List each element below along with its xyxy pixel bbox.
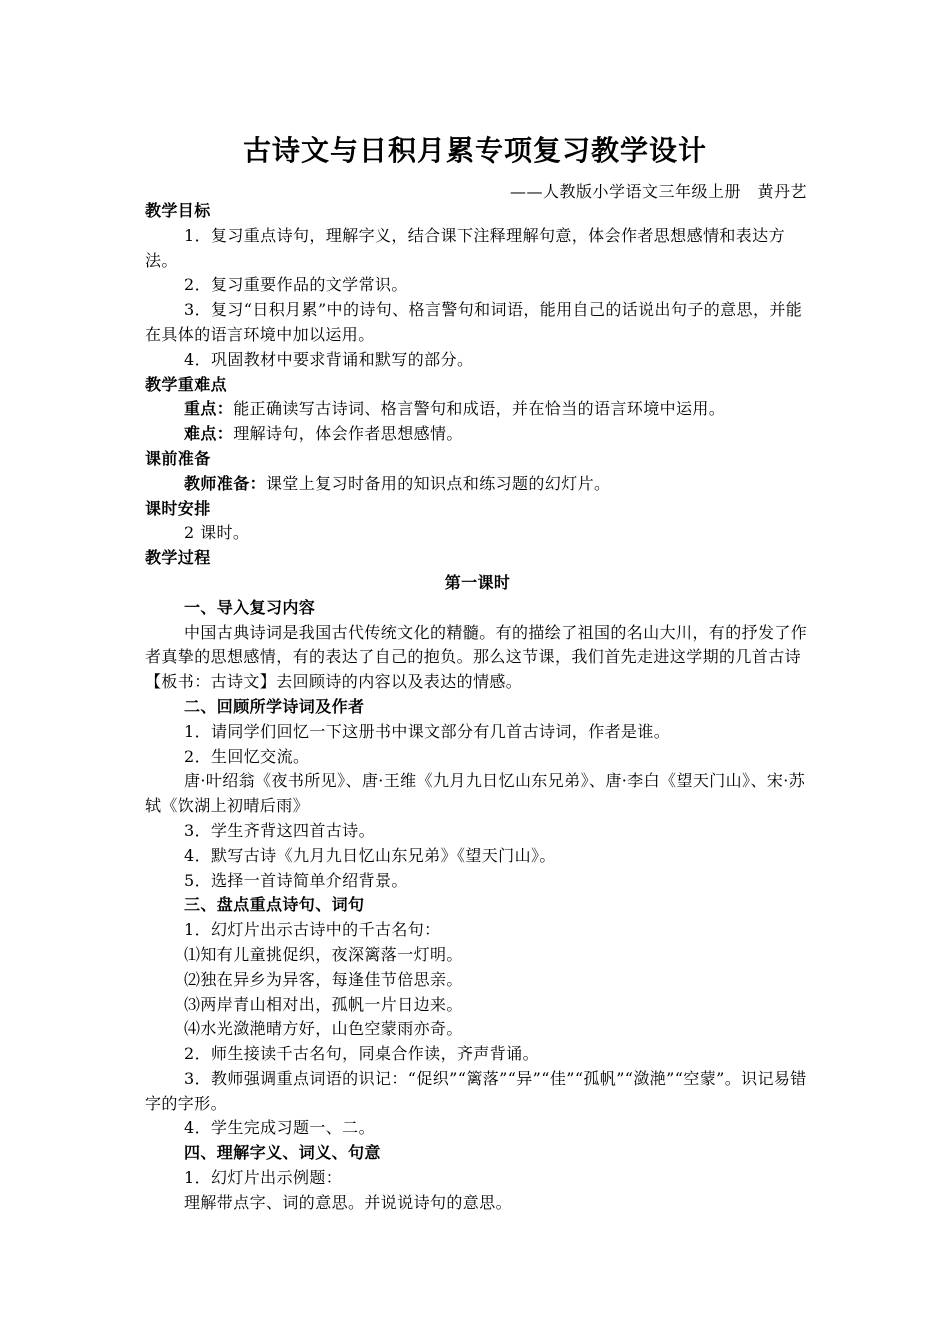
part-1-heading: 一、导入复习内容 [184, 597, 316, 617]
goal-2: 2．复习重要作品的文学常识。 [184, 275, 408, 295]
part-3-line-5: ⑷水光潋滟晴方好，山色空蒙雨亦奇。 [184, 1019, 463, 1039]
part-2-line-6: 5．选择一首诗简单介绍背景。 [184, 870, 408, 890]
document-body [145, 199, 810, 1216]
teacher-prep-text: 课堂上复习时备用的知识点和练习题的幻灯片。 [266, 473, 611, 493]
key-point-text: 能正确读写古诗词、格言警句和成语，并在恰当的语言环境中运用。 [233, 399, 726, 419]
part-1-text: 中国古典诗词是我国古代传统文化的精髓。有的描绘了祖国的名山大川，有的抒发了作者真挚的思想感情，有的表达了自己的抱负。那么这节课，我们首先走进这学期的几首古诗【板书：古诗文】去回顾诗的内容以及表达的情感。 [145, 622, 808, 692]
part-3-line-7: 3．教师强调重点词语的识记：“促织”“篱落”“异”“佳”“孤帆”“潋滟”“空蒙”。识记易错字的字形。 [145, 1068, 807, 1113]
document-title: 古诗文与日积月累专项复习教学设计 [242, 134, 707, 167]
part-2-line-5: 4．默写古诗《九月九日忆山东兄弟》《望天门山》。 [184, 845, 556, 865]
part-3-line-2: ⑴知有儿童挑促织，夜深篱落一灯明。 [184, 944, 463, 964]
goal-4: 4．巩固教材中要求背诵和默写的部分。 [184, 349, 474, 369]
document-subtitle: ——人教版小学语文三年级上册 黄丹艺 [509, 182, 807, 201]
key-point [145, 397, 810, 422]
hard-point-label: 难点： [184, 424, 234, 444]
part-3-line-6: 2．师生接读千古名句，同桌合作读，齐声背诵。 [184, 1044, 539, 1064]
part-3-line-4: ⑶两岸青山相对出，孤帆一片日边来。 [184, 994, 463, 1014]
part-4-line-1: 1．幻灯片出示例题： [184, 1168, 343, 1188]
lesson-1-title: 第一课时 [444, 572, 511, 592]
part-2-line-3: 唐·叶绍翁《夜书所见》、唐·王维《九月九日忆山东兄弟》、唐·李白《望天门山》、宋·苏轼《饮湖上初晴后雨》 [145, 771, 806, 816]
heading-goals: 教学目标 [145, 201, 211, 220]
teacher-prep [145, 472, 810, 497]
heading-schedule: 课时安排 [145, 498, 211, 518]
heading-prep: 课前准备 [145, 448, 211, 468]
hard-point [145, 422, 810, 447]
part-4-heading: 四、理解字义、词义、句意 [184, 1143, 381, 1163]
part-2-line-1: 1．请同学们回忆一下这册书中课文部分有几首古诗词，作者是谁。 [184, 721, 671, 741]
part-2-line-4: 3．学生齐背这四首古诗。 [184, 820, 375, 840]
heading-process: 教学过程 [145, 548, 211, 568]
schedule-text: 2 课时。 [184, 523, 250, 543]
heading-difficulty: 教学重难点 [145, 374, 228, 394]
part-4-line-2: 理解带点字、词的意思。并说说诗句的意思。 [184, 1192, 513, 1212]
part-3-line-8: 4．学生完成习题一、二。 [184, 1118, 375, 1138]
part-2-line-2: 2．生回忆交流。 [184, 746, 310, 766]
part-3-heading: 三、盘点重点诗句、词句 [184, 895, 365, 915]
part-3-line-1: 1．幻灯片出示古诗中的千古名句： [184, 920, 441, 940]
part-3-line-3: ⑵独在异乡为异客，每逢佳节倍思亲。 [184, 969, 463, 989]
goal-1: 1．复习重点诗句，理解字义，结合课下注释理解句意，体会作者思想感情和表达方法。 [145, 225, 785, 270]
goal-3: 3．复习“日积月累”中的诗句、格言警句和词语，能用自己的话说出句子的意思，并能在具体的语言环境中加以运用。 [145, 300, 803, 344]
hard-point-text: 理解诗句，体会作者思想感情。 [233, 424, 463, 444]
key-point-label: 重点： [184, 399, 234, 419]
part-2-heading: 二、回顾所学诗词及作者 [184, 696, 365, 716]
teacher-prep-label: 教师准备： [184, 473, 267, 493]
